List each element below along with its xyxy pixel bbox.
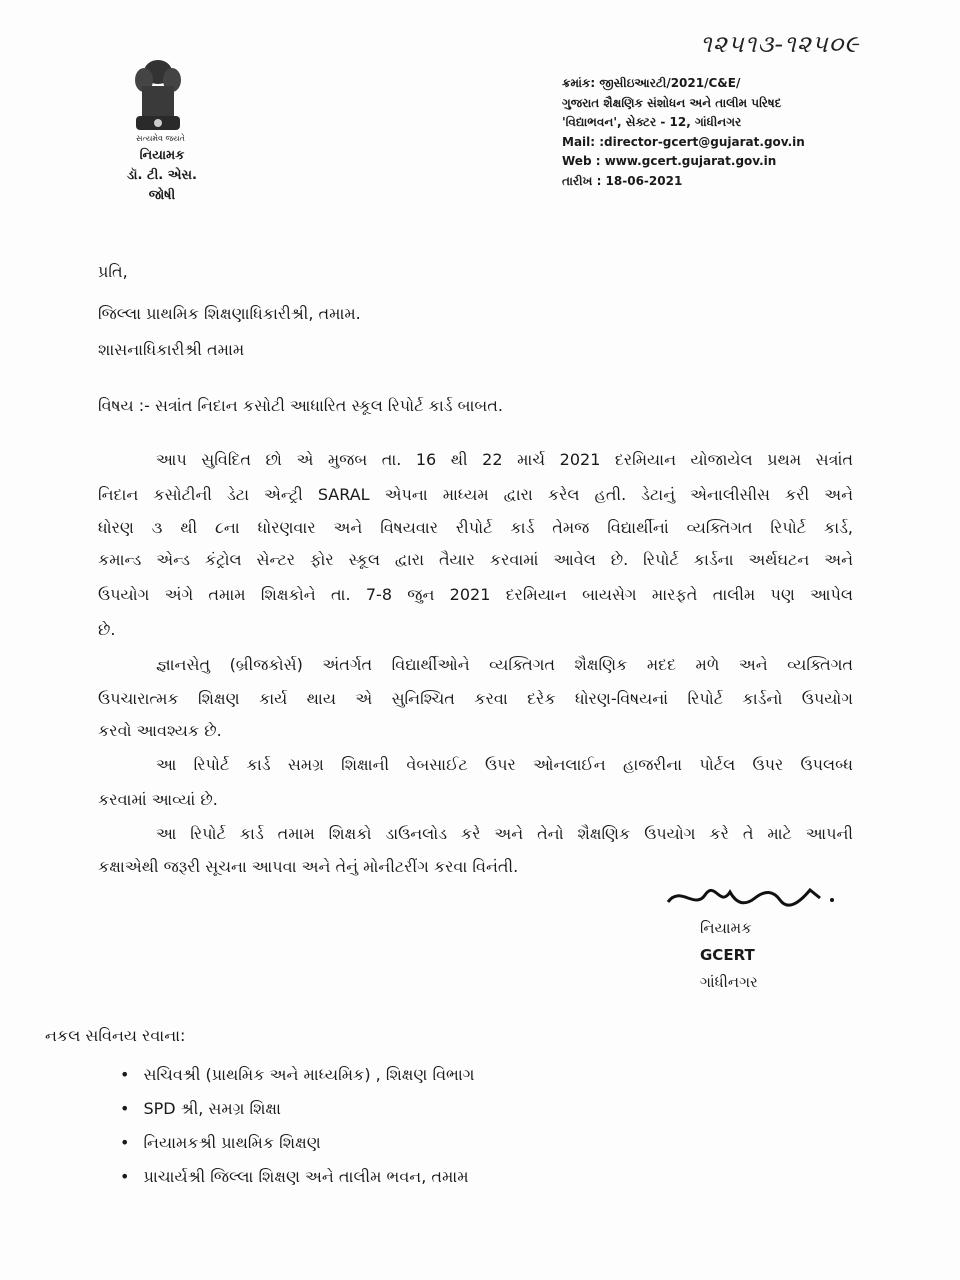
reference-number: ક્રમાંક: જીસીઇઆરટી/2021/C&E/ bbox=[562, 76, 741, 90]
body-line: ધોરણ ૩ થી ૮ના ધોરણવાર અને વિષયવાર રીપોર્ટ કાર્ડ તેમજ વિદ્યાર્થીનાં વ્યક્તિગત રિપોર્ટ કાર્ડ, bbox=[98, 518, 853, 537]
sender-title: નિયામક bbox=[139, 148, 185, 163]
body-line: ઉપયોગ અંગે તમામ શિક્ષકોને તા. 7-8 જુન 2021 દરમિયાન બાયસેગ મારફતે તાલીમ પણ આપેલ bbox=[98, 585, 853, 604]
body-line: ઉપચારાત્મક શિક્ષણ કાર્ય થાય એ સુનિશ્ચિત કરવા દરેક ધોરણ-વિષયનાં રિપોર્ટ કાર્ડનો ઉપયોગ bbox=[98, 689, 853, 708]
recipient-1: જિલ્લા પ્રાથમિક શિક્ષણાધિકારીશ્રી, તમામ. bbox=[98, 304, 361, 323]
signatory-org: GCERT bbox=[700, 946, 755, 964]
office-email: Mail: :director-gcert@gujarat.gov.in bbox=[562, 134, 805, 149]
signature-block bbox=[700, 915, 758, 996]
body-line: છે. bbox=[98, 620, 116, 639]
recipient-2: શાસનાધિકારીશ્રી તમામ bbox=[98, 340, 245, 359]
body-line: આ રિપોર્ટ કાર્ડ સમગ્ર શિક્ષાની વેબસાઈટ ઉપર ઓનલાઈન હાજરીના પોર્ટલ ઉપર ઉપલબ્ધ bbox=[156, 755, 853, 774]
body-line: કક્ષાએથી જરૂરી સૂચના આપવા અને તેનું મોનીટરીંગ કરવા વિનંતી. bbox=[98, 857, 519, 876]
body-line: આ રિપોર્ટ કાર્ડ તમામ શિક્ષકો ડાઉનલોડ કરે અને તેનો શૈક્ષણિક ઉપયોગ કરે તે માટે આપની bbox=[156, 824, 853, 843]
body-line: નિદાન કસોટીની ડેટા એન્ટ્રી SARAL એપના માધ્યમ દ્વારા કરેલ હતી. ડેટાનું એનાલીસીસ કરી અને bbox=[98, 485, 853, 504]
sender-block bbox=[112, 146, 212, 206]
body-line: જ્ઞાનસેતુ (બ્રીજકોર્સ) અંતર્ગત વિદ્યાર્થીઓને વ્યક્તિગત શૈક્ષણિક મદદ મળે અને વ્યક્તિગત bbox=[156, 655, 853, 674]
office-name: ગુજરાત શૈક્ષણિક સંશોધન અને તાલીમ પરિષદ bbox=[562, 95, 782, 110]
copy-heading: નકલ સવિનય રવાના: bbox=[45, 1026, 186, 1045]
list-item: • સચિવશ્રી (પ્રાથમિક અને માધ્યમિક) , શિક્ષણ વિભાગ bbox=[120, 1058, 474, 1092]
signatory-place: ગાંધીનગર bbox=[700, 973, 758, 991]
emblem-motto: સત્યમેવ જયતે bbox=[136, 134, 185, 143]
office-address: 'વિદ્યાભવન', સેક્ટર - 12, ગાંધીનગર bbox=[562, 115, 742, 129]
national-emblem-icon bbox=[128, 56, 188, 138]
body-line: કરવો આવશ્યક છે. bbox=[98, 721, 222, 740]
list-item: • નિયામકશ્રી પ્રાથમિક શિક્ષણ bbox=[120, 1126, 474, 1160]
office-website: Web : www.gcert.gujarat.gov.in bbox=[562, 154, 777, 168]
list-item: • પ્રાચાર્યશ્રી જિલ્લા શિક્ષણ અને તાલીમ ભવન, તમામ bbox=[120, 1160, 474, 1194]
salutation: પ્રતિ, bbox=[98, 262, 128, 281]
body-line: કરવામાં આવ્યાં છે. bbox=[98, 790, 218, 809]
list-item: • SPD શ્રી, સમગ્ર શિક્ષા bbox=[120, 1092, 474, 1126]
body-line: આપ સુવિદિત છો એ મુજબ તા. 16 થી 22 માર્ચ 2021 દરમિયાન યોજાયેલ પ્રથમ સત્રાંત bbox=[156, 450, 853, 469]
office-details bbox=[562, 74, 805, 191]
sender-name: ડૉ. ટી. એસ. જોષી bbox=[127, 168, 197, 203]
signatory-title: નિયામક bbox=[700, 919, 752, 937]
handwritten-signature bbox=[660, 880, 840, 920]
copy-list bbox=[120, 1058, 474, 1194]
body-line: કમાન્ડ એન્ડ કંટ્રોલ સેન્ટર ફોર સ્કૂલ દ્વારા તૈયાર કરવામાં આવેલ છે. રિપોર્ટ કાર્ડના અર્થઘટન અને bbox=[98, 550, 853, 569]
handwritten-inward-number: ૧૨૫૧૩-૧૨૫૦૯ bbox=[700, 30, 860, 58]
subject-line: વિષય :- સત્રાંત નિદાન કસોટી આધારિત સ્કૂલ રિપોર્ટ કાર્ડ બાબત. bbox=[98, 396, 503, 415]
letter-date: તારીખ : 18-06-2021 bbox=[562, 173, 683, 188]
